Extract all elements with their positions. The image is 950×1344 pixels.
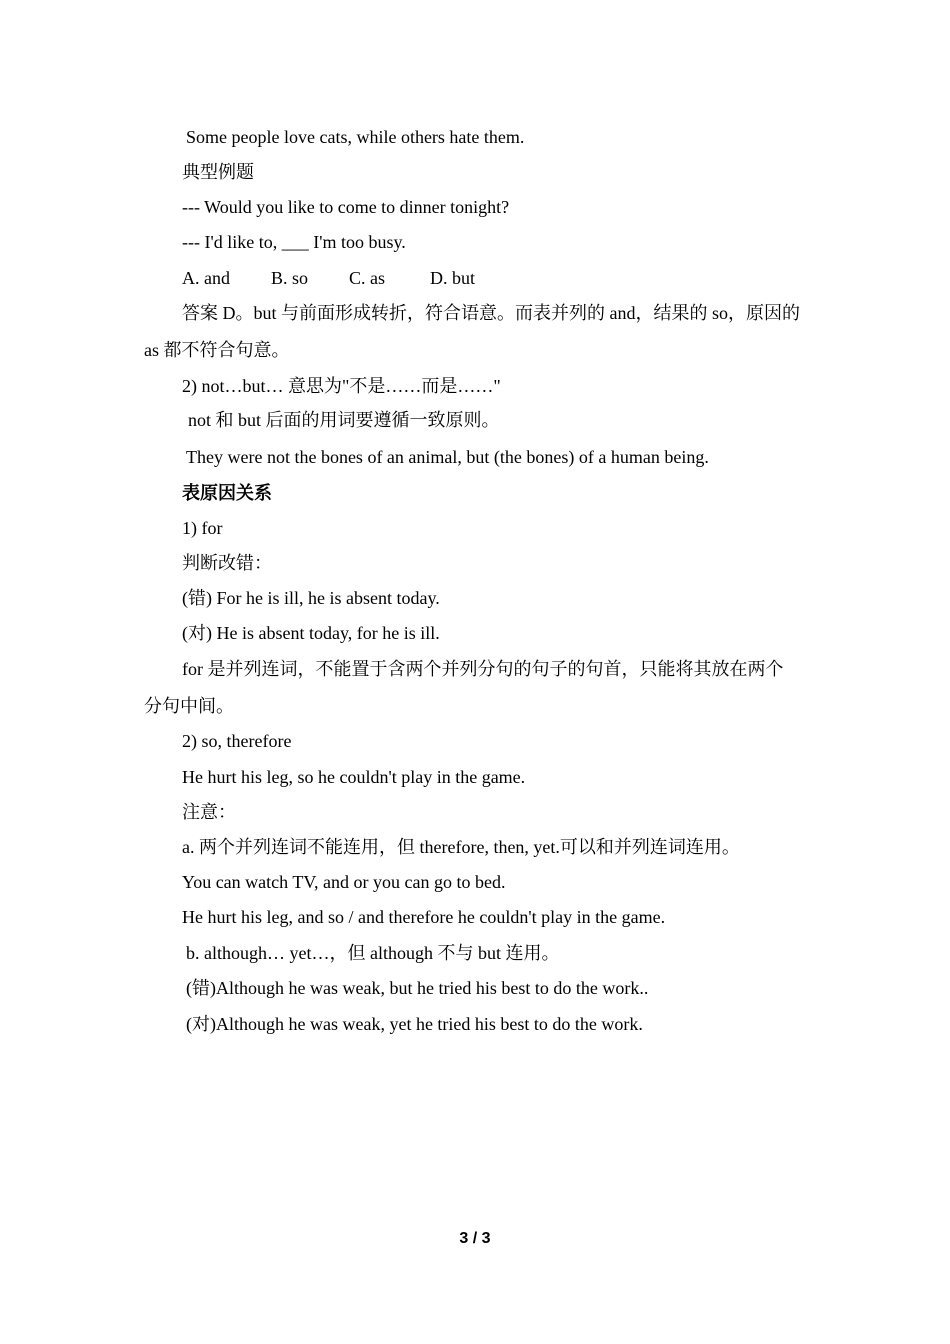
example-and-or: You can watch TV, and or you can go to bed.: [182, 872, 506, 892]
wrong-example-for: (错) For he is ill, he is absent today.: [182, 588, 440, 608]
section-heading-cause: 表原因关系: [182, 483, 272, 503]
not-but-example: They were not the bones of an animal, but (the bones) of a human being.: [186, 447, 709, 467]
right-example-although: (对)Although he was weak, yet he tried his best to do the work.: [186, 1014, 643, 1034]
not-but-heading: 2) not…but… 意思为"不是……而是……": [182, 376, 501, 396]
wrong-example-although: (错)Although he was weak, but he tried his best to do the work..: [186, 978, 649, 998]
note-b: b. although… yet…，但 although 不与 but 连用。: [186, 943, 560, 963]
so-therefore-heading: 2) so, therefore: [182, 731, 292, 751]
note-a: a. 两个并列连词不能连用，但 therefore, then, yet.可以和并列连词连用。: [182, 837, 740, 857]
for-heading: 1) for: [182, 518, 223, 538]
answer-explanation-line-1: 答案 D。but 与前面形成转折，符合语意。而表并列的 and，结果的 so，原因的: [182, 303, 800, 323]
dialogue-answer: --- I'd like to, ___ I'm too busy.: [182, 232, 406, 252]
not-but-rule: not 和 but 后面的用词要遵循一致原则。: [188, 410, 500, 430]
for-explanation-line-1: for 是并列连词，不能置于含两个并列分句的句子的句首，只能将其放在两个: [182, 659, 784, 679]
option-c: C. as: [349, 268, 385, 288]
for-explanation-line-2: 分句中间。: [144, 696, 234, 716]
example-and-therefore: He hurt his leg, and so / and therefore he couldn't play in the game.: [182, 907, 666, 927]
option-a: A. and: [182, 268, 230, 288]
page-number: 3 / 3: [459, 1230, 491, 1247]
example-sentence-while: Some people love cats, while others hate them.: [186, 127, 525, 147]
correction-label: 判断改错：: [182, 553, 272, 573]
note-label: 注意：: [182, 802, 236, 822]
so-example: He hurt his leg, so he couldn't play in the game.: [182, 767, 526, 787]
answer-options: [182, 267, 475, 289]
dialogue-question: --- Would you like to come to dinner tonight?: [182, 197, 510, 217]
section-label-typical-example: 典型例题: [182, 162, 254, 182]
answer-explanation-line-2: as 都不符合句意。: [144, 340, 290, 360]
right-example-for: (对) He is absent today, for he is ill.: [182, 623, 440, 643]
option-d: D. but: [430, 268, 475, 288]
option-b: B. so: [271, 268, 309, 288]
